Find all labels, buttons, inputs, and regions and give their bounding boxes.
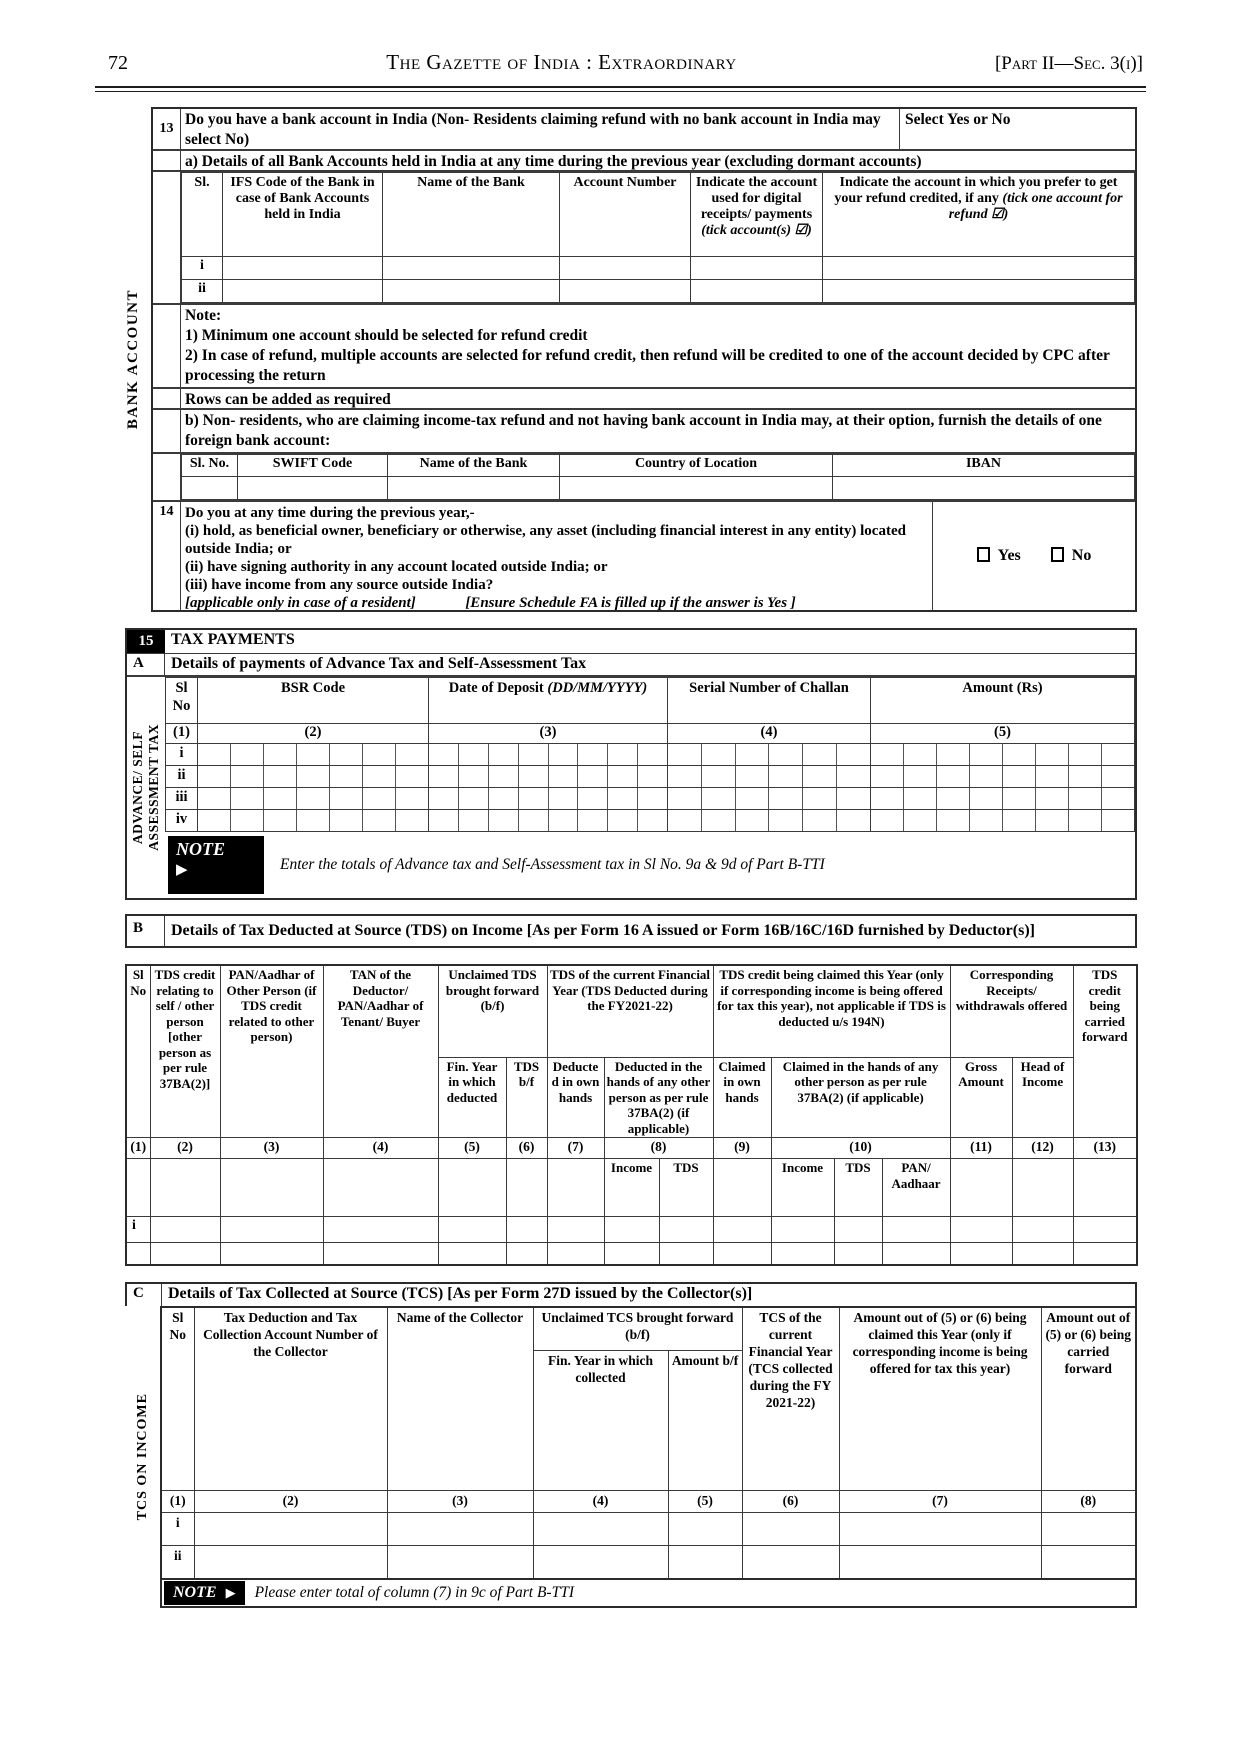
col-claimed-own-hands: Claimed in own hands bbox=[713, 1057, 771, 1138]
bank-accounts-table bbox=[181, 172, 1135, 303]
col-num: (4) bbox=[323, 1138, 438, 1159]
col-pan-other-person: PAN/Aadhar of Other Person (if TDS credit related to other person) bbox=[220, 965, 323, 1138]
date-entry-boxes bbox=[429, 744, 668, 766]
col-num: (6) bbox=[506, 1138, 547, 1159]
row-label: i bbox=[126, 1217, 150, 1243]
col-num: (8) bbox=[1041, 1491, 1136, 1513]
no-option bbox=[1051, 547, 1092, 565]
advance-tax-row-iii bbox=[166, 788, 1135, 810]
cell-blank bbox=[950, 1243, 1012, 1265]
cell-blank bbox=[150, 1159, 220, 1217]
col-tcs-current-fy: TCS of the current Financial Year (TCS collected during the FY 2021-22) bbox=[742, 1307, 839, 1491]
tcs-section bbox=[125, 1282, 1137, 1608]
foreign-bank-header-row bbox=[182, 455, 1135, 477]
bank-accounts-table-row bbox=[153, 172, 1135, 305]
tcs-row-i bbox=[161, 1513, 1136, 1546]
col-iban: IBAN bbox=[833, 455, 1135, 477]
row-label: i bbox=[166, 744, 198, 766]
q14-intro: Do you at any time during the previous year,- bbox=[185, 505, 475, 521]
yes-option bbox=[977, 547, 1021, 565]
part-b-heading: b) Non- residents, who are claiming income-tax refund and not having bank account in India may, at their option, furnish the details of one foreign bank account: bbox=[185, 412, 1102, 449]
bsr-entry-boxes bbox=[198, 766, 429, 788]
col-num: (9) bbox=[713, 1138, 771, 1159]
col-num: (4) bbox=[533, 1491, 668, 1513]
advance-tax-row-iv bbox=[166, 810, 1135, 832]
tds-empty-row bbox=[126, 1243, 1137, 1265]
cell-blank bbox=[560, 280, 691, 303]
col-bsr-code: BSR Code bbox=[198, 678, 429, 724]
numcol-spacer bbox=[153, 454, 181, 500]
advance-tax-header-row bbox=[166, 678, 1135, 724]
cell-blank bbox=[1073, 1217, 1137, 1243]
cell-blank bbox=[223, 257, 383, 280]
col-num: (8) bbox=[604, 1138, 713, 1159]
col-num: (3) bbox=[220, 1138, 323, 1159]
col-fin-year-collected: Fin. Year in which collected bbox=[533, 1351, 668, 1491]
col-num: (7) bbox=[839, 1491, 1041, 1513]
col-sl-no: Sl No bbox=[161, 1307, 194, 1491]
cell-blank bbox=[533, 1546, 668, 1579]
tax-payments-title: TAX PAYMENTS bbox=[171, 631, 295, 648]
cell-blank bbox=[1012, 1159, 1073, 1217]
foreign-bank-empty-row bbox=[182, 477, 1135, 500]
cell-blank bbox=[547, 1159, 604, 1217]
cell-blank bbox=[383, 280, 560, 303]
tcs-note-row bbox=[160, 1580, 1137, 1608]
bank-account-side-label: BANK ACCOUNT bbox=[124, 289, 141, 430]
note-badge-label: NOTE bbox=[173, 1583, 217, 1601]
col-swift-code: SWIFT Code bbox=[238, 455, 388, 477]
cell-blank bbox=[771, 1217, 834, 1243]
col-date-format: (DD/MM/YYYY) bbox=[547, 680, 648, 696]
part-b-heading-row bbox=[153, 410, 1135, 454]
col-deducted-other-hands: Deducted in the hands of any other person as per rule 37BA(2) (if applicable) bbox=[604, 1057, 713, 1138]
col-unclaimed-tcs: Unclaimed TCS brought forward (b/f) bbox=[533, 1307, 742, 1351]
section-a-heading-row bbox=[127, 654, 1135, 677]
cell-blank bbox=[438, 1217, 506, 1243]
cell-blank bbox=[238, 477, 388, 500]
amount-entry-boxes bbox=[871, 744, 1135, 766]
col-num: (13) bbox=[1073, 1138, 1137, 1159]
col-bank-name: Name of the Bank bbox=[388, 455, 560, 477]
cell-blank bbox=[182, 477, 238, 500]
col-collector-name: Name of the Collector bbox=[387, 1307, 533, 1491]
question-14-number: 14 bbox=[153, 502, 181, 610]
row-label: i bbox=[161, 1513, 194, 1546]
note-line-2: 2) In case of refund, multiple accounts are selected for refund credit, then refund will be credited to one of the account decided by CPC after processing the return bbox=[185, 347, 1110, 384]
col-num: (10) bbox=[771, 1138, 950, 1159]
cell-blank bbox=[126, 1243, 150, 1265]
cell-blank bbox=[387, 1546, 533, 1579]
advance-tax-side-band bbox=[127, 677, 165, 898]
cell-blank bbox=[533, 1513, 668, 1546]
challan-entry-boxes bbox=[668, 788, 871, 810]
col-account-number: Account Number bbox=[560, 173, 691, 257]
advance-tax-note-row bbox=[165, 832, 1135, 898]
question-14-answer bbox=[933, 502, 1135, 610]
rows-can-be-added-row bbox=[153, 389, 1135, 410]
col-tds-current-fy: TDS of the current Financial Year (TDS Deducted during the FY2021-22) bbox=[547, 965, 713, 1057]
tcs-side-label: TCS ON INCOME bbox=[134, 1392, 150, 1521]
col-date-label: Date of Deposit bbox=[448, 680, 548, 696]
bank-row-i bbox=[182, 257, 1135, 280]
col-country: Country of Location bbox=[560, 455, 833, 477]
section-c-heading-row bbox=[125, 1282, 1137, 1306]
cell-blank bbox=[950, 1217, 1012, 1243]
tds-header-row-1 bbox=[126, 965, 1137, 1057]
col-sl-no: Sl. No. bbox=[182, 455, 238, 477]
section-c-label: C bbox=[127, 1284, 162, 1306]
cell-blank bbox=[194, 1546, 387, 1579]
bank-accounts-header-row bbox=[182, 173, 1135, 257]
section-a-label: A bbox=[127, 654, 165, 675]
cell-blank bbox=[560, 257, 691, 280]
cell-blank bbox=[839, 1513, 1041, 1546]
note-arrow-icon: ▶ bbox=[225, 1584, 236, 1600]
advance-tax-note-text: Enter the totals of Advance tax and Self-Assessment tax in Sl No. 9a & 9d of Part B-TTI bbox=[280, 856, 825, 873]
cell-blank bbox=[834, 1243, 882, 1265]
cell-blank bbox=[1073, 1243, 1137, 1265]
tcs-note-text: Please enter total of column (7) in 9c of Part B-TTI bbox=[254, 1583, 574, 1601]
sub-tds: TDS bbox=[834, 1159, 882, 1217]
col-refund-label: Indicate the account in which you prefer to get your refund credited, if any bbox=[834, 175, 1118, 206]
cell-blank bbox=[323, 1159, 438, 1217]
tcs-side-band bbox=[125, 1306, 160, 1608]
tds-number-row bbox=[126, 1138, 1137, 1159]
note-badge bbox=[168, 836, 264, 894]
tds-table bbox=[125, 964, 1138, 1266]
q14-item-i: (i) hold, as beneficial owner, beneficiary or otherwise, any asset (including financial interest in any entity) located outside India; or bbox=[185, 523, 906, 557]
date-entry-boxes bbox=[429, 766, 668, 788]
section-b-label: B bbox=[127, 916, 165, 946]
cell-blank bbox=[668, 1513, 742, 1546]
col-num: (7) bbox=[547, 1138, 604, 1159]
bank-account-section bbox=[124, 107, 1137, 612]
bsr-entry-boxes bbox=[198, 788, 429, 810]
cell-blank bbox=[438, 1243, 506, 1265]
col-num: (5) bbox=[668, 1491, 742, 1513]
cell-blank bbox=[823, 257, 1135, 280]
col-sl-no: Sl No bbox=[126, 965, 150, 1138]
col-num: (1) bbox=[166, 724, 198, 744]
sub-tds: TDS bbox=[659, 1159, 713, 1217]
cell-blank bbox=[1041, 1513, 1136, 1546]
col-num: (12) bbox=[1012, 1138, 1073, 1159]
page-header bbox=[0, 0, 1241, 75]
cell-blank bbox=[882, 1217, 950, 1243]
cell-blank bbox=[150, 1217, 220, 1243]
cell-blank bbox=[506, 1217, 547, 1243]
section-a-heading: Details of payments of Advance Tax and Self-Assessment Tax bbox=[171, 655, 587, 672]
question-13-text: Do you have a bank account in India (Non- Residents claiming refund with no bank account in India may select No) bbox=[181, 109, 900, 149]
cell-blank bbox=[1012, 1217, 1073, 1243]
numcol-spacer bbox=[153, 410, 181, 452]
question-13-number: 13 bbox=[153, 109, 181, 149]
header-divider bbox=[95, 86, 1146, 92]
col-tcs-claimed: Amount out of (5) or (6) being claimed this Year (only if corresponding income is being offered for tax this year) bbox=[839, 1307, 1041, 1491]
numcol-spacer bbox=[153, 389, 181, 408]
row-label: ii bbox=[161, 1546, 194, 1579]
row-label: ii bbox=[182, 280, 223, 303]
section-c-heading: Details of Tax Collected at Source (TCS) [As per Form 27D issued by the Collector(s)] bbox=[168, 1284, 753, 1302]
col-amount-bf: Amount b/f bbox=[668, 1351, 742, 1491]
cell-blank bbox=[668, 1546, 742, 1579]
cell-blank bbox=[547, 1217, 604, 1243]
cell-blank bbox=[742, 1513, 839, 1546]
cell-blank bbox=[388, 477, 560, 500]
note-title: Note: bbox=[185, 307, 222, 324]
tds-row-i bbox=[126, 1217, 1137, 1243]
rows-can-be-added-text: Rows can be added as required bbox=[185, 391, 391, 408]
cell-blank bbox=[691, 280, 823, 303]
cell-blank bbox=[223, 280, 383, 303]
section-b-heading: Details of Tax Deducted at Source (TDS) on Income [As per Form 16 A issued or Form 16B/16C/16D furnished by Deductor(s)] bbox=[171, 922, 1035, 939]
q14-note-left: [applicable only in case of a resident] bbox=[185, 595, 416, 611]
cell-blank bbox=[950, 1159, 1012, 1217]
amount-entry-boxes bbox=[871, 788, 1135, 810]
col-num: (11) bbox=[950, 1138, 1012, 1159]
advance-tax-side-label-1: ADVANCE/ SELF bbox=[130, 730, 145, 845]
col-refund-note: (tick one account for refund ☑) bbox=[948, 191, 1123, 222]
col-amount: Amount (Rs) bbox=[871, 678, 1135, 724]
cell-blank bbox=[220, 1243, 323, 1265]
col-tds-claimed: TDS credit being claimed this Year (only if corresponding income is being offered for tax this year), not applicable if TDS is deducted u/s 194N) bbox=[713, 965, 950, 1057]
col-num: (3) bbox=[429, 724, 668, 744]
numcol-spacer bbox=[153, 305, 181, 387]
question-13-row bbox=[153, 109, 1135, 151]
col-sl-no: Sl No bbox=[166, 678, 198, 724]
cell-blank bbox=[713, 1217, 771, 1243]
cell-blank bbox=[323, 1243, 438, 1265]
cell-blank bbox=[834, 1217, 882, 1243]
tcs-table bbox=[160, 1306, 1137, 1580]
note-badge bbox=[164, 1581, 245, 1605]
cell-blank bbox=[194, 1513, 387, 1546]
bank-account-side-band bbox=[119, 109, 147, 610]
q14-note-right: [Ensure Schedule FA is filled up if the answer is Yes ] bbox=[465, 595, 796, 611]
question-14-row bbox=[153, 502, 1135, 610]
q14-item-ii: (ii) have signing authority in any account located outside India; or bbox=[185, 559, 608, 575]
cell-blank bbox=[150, 1243, 220, 1265]
col-num: (2) bbox=[194, 1491, 387, 1513]
col-deducted-own-hands: Deducted in own hands bbox=[547, 1057, 604, 1138]
col-num: (1) bbox=[126, 1138, 150, 1159]
q14-item-iii: (iii) have income from any source outside India? bbox=[185, 577, 494, 593]
col-digital-label: Indicate the account used for digital receipts/ payments bbox=[695, 175, 818, 222]
cell-blank bbox=[659, 1243, 713, 1265]
cell-blank bbox=[1041, 1546, 1136, 1579]
col-num: (1) bbox=[161, 1491, 194, 1513]
foreign-bank-table bbox=[181, 454, 1135, 500]
advance-tax-body bbox=[127, 677, 1135, 898]
section-15-badge: 15 bbox=[127, 630, 165, 653]
challan-entry-boxes bbox=[668, 810, 871, 832]
cell-blank bbox=[506, 1159, 547, 1217]
cell-blank bbox=[220, 1217, 323, 1243]
col-ifs-code: IFS Code of the Bank in case of Bank Accounts held in India bbox=[223, 173, 383, 257]
col-tds-bf: TDS b/f bbox=[506, 1057, 547, 1138]
col-date-of-deposit bbox=[429, 678, 668, 724]
col-tan-collector: Tax Deduction and Tax Collection Account Number of the Collector bbox=[194, 1307, 387, 1491]
page-number: 72 bbox=[108, 52, 128, 74]
cell-blank bbox=[220, 1159, 323, 1217]
date-entry-boxes bbox=[429, 810, 668, 832]
foreign-bank-table-row bbox=[153, 454, 1135, 502]
col-num: (4) bbox=[668, 724, 871, 744]
advance-tax-number-row bbox=[166, 724, 1135, 744]
challan-entry-boxes bbox=[668, 744, 871, 766]
advance-tax-table bbox=[165, 677, 1135, 832]
col-sl: Sl. bbox=[182, 173, 223, 257]
note-arrow-icon: ▶ bbox=[176, 862, 188, 878]
cell-blank bbox=[771, 1243, 834, 1265]
col-digital-account bbox=[691, 173, 823, 257]
col-tcs-carried-forward: Amount out of (5) or (6) being carried forward bbox=[1041, 1307, 1136, 1491]
numcol-spacer bbox=[153, 151, 181, 170]
cell-blank bbox=[126, 1159, 150, 1217]
col-tds-credit-relating: TDS credit relating to self / other person [other person as per rule 37BA(2)] bbox=[150, 965, 220, 1138]
part-section-label: [Part II—Sec. 3(i)] bbox=[994, 53, 1143, 74]
yes-label: Yes bbox=[997, 547, 1021, 564]
cell-blank bbox=[882, 1243, 950, 1265]
yes-checkbox bbox=[977, 547, 990, 562]
date-entry-boxes bbox=[429, 788, 668, 810]
sub-income: Income bbox=[604, 1159, 659, 1217]
col-digital-note: (tick account(s) ☑) bbox=[701, 223, 812, 238]
cell-blank bbox=[1073, 1159, 1137, 1217]
cell-blank bbox=[833, 477, 1135, 500]
challan-entry-boxes bbox=[668, 766, 871, 788]
section-b-heading-row bbox=[125, 914, 1137, 948]
bsr-entry-boxes bbox=[198, 744, 429, 766]
sub-pan-aadhaar: PAN/ Aadhaar bbox=[882, 1159, 950, 1217]
col-corresponding-receipts: Corresponding Receipts/ withdrawals offered bbox=[950, 965, 1073, 1057]
col-claimed-other-hands: Claimed in the hands of any other person as per rule 37BA(2) (if applicable) bbox=[771, 1057, 950, 1138]
col-gross-amount: Gross Amount bbox=[950, 1057, 1012, 1138]
col-tds-carried-forward: TDS credit being carried forward bbox=[1073, 965, 1137, 1138]
note-row bbox=[153, 305, 1135, 389]
no-label: No bbox=[1071, 547, 1092, 564]
cell-blank bbox=[713, 1243, 771, 1265]
note-line-1: 1) Minimum one account should be selected for refund credit bbox=[185, 327, 588, 344]
cell-blank bbox=[823, 280, 1135, 303]
cell-blank bbox=[604, 1243, 659, 1265]
col-num: (5) bbox=[438, 1138, 506, 1159]
row-label: i bbox=[182, 257, 223, 280]
no-checkbox bbox=[1051, 547, 1064, 562]
question-13-answer: Select Yes or No bbox=[905, 111, 1011, 128]
col-num: (2) bbox=[150, 1138, 220, 1159]
tcs-header-row-1 bbox=[161, 1307, 1136, 1351]
tax-payments-section bbox=[125, 628, 1137, 900]
cell-blank bbox=[839, 1546, 1041, 1579]
col-num: (6) bbox=[742, 1491, 839, 1513]
q14-footnotes bbox=[185, 594, 928, 612]
advance-tax-row-i bbox=[166, 744, 1135, 766]
cell-blank bbox=[547, 1243, 604, 1265]
row-label: iv bbox=[166, 810, 198, 832]
cell-blank bbox=[713, 1159, 771, 1217]
col-num: (5) bbox=[871, 724, 1135, 744]
cell-blank bbox=[387, 1513, 533, 1546]
cell-blank bbox=[1012, 1243, 1073, 1265]
cell-blank bbox=[659, 1217, 713, 1243]
tcs-number-row bbox=[161, 1491, 1136, 1513]
cell-blank bbox=[742, 1546, 839, 1579]
col-num: (3) bbox=[387, 1491, 533, 1513]
cell-blank bbox=[506, 1243, 547, 1265]
col-fin-year-deducted: Fin. Year in which deducted bbox=[438, 1057, 506, 1138]
cell-blank bbox=[604, 1217, 659, 1243]
bsr-entry-boxes bbox=[198, 810, 429, 832]
cell-blank bbox=[323, 1217, 438, 1243]
part-a-heading-row bbox=[153, 151, 1135, 172]
gazette-title: The Gazette of India : Extraordinary bbox=[386, 50, 737, 74]
amount-entry-boxes bbox=[871, 766, 1135, 788]
cell-blank bbox=[383, 257, 560, 280]
question-14-text bbox=[181, 502, 933, 610]
col-head-of-income: Head of Income bbox=[1012, 1057, 1073, 1138]
cell-blank bbox=[560, 477, 833, 500]
tds-sublabel-row bbox=[126, 1159, 1137, 1217]
cell-blank bbox=[438, 1159, 506, 1217]
part-a-heading: a) Details of all Bank Accounts held in India at any time during the previous year (excluding dormant accounts) bbox=[185, 153, 922, 170]
col-unclaimed-tds: Unclaimed TDS brought forward (b/f) bbox=[438, 965, 547, 1057]
row-label: ii bbox=[166, 766, 198, 788]
tcs-row-ii bbox=[161, 1546, 1136, 1579]
col-num: (2) bbox=[198, 724, 429, 744]
sub-income: Income bbox=[771, 1159, 834, 1217]
bank-row-ii bbox=[182, 280, 1135, 303]
note-badge-label: NOTE bbox=[176, 839, 225, 859]
numcol-spacer bbox=[153, 172, 181, 303]
amount-entry-boxes bbox=[871, 810, 1135, 832]
advance-tax-side-label-2: ASSESSMENT TAX bbox=[146, 724, 161, 851]
col-refund-account bbox=[823, 173, 1135, 257]
tcs-body bbox=[125, 1306, 1137, 1608]
advance-tax-row-ii bbox=[166, 766, 1135, 788]
col-tan-deductor: TAN of the Deductor/ PAN/Aadhar of Tenant/ Buyer bbox=[323, 965, 438, 1138]
cell-blank bbox=[691, 257, 823, 280]
row-label: iii bbox=[166, 788, 198, 810]
col-challan-serial: Serial Number of Challan bbox=[668, 678, 871, 724]
tax-payments-title-row bbox=[127, 630, 1135, 654]
col-bank-name: Name of the Bank bbox=[383, 173, 560, 257]
